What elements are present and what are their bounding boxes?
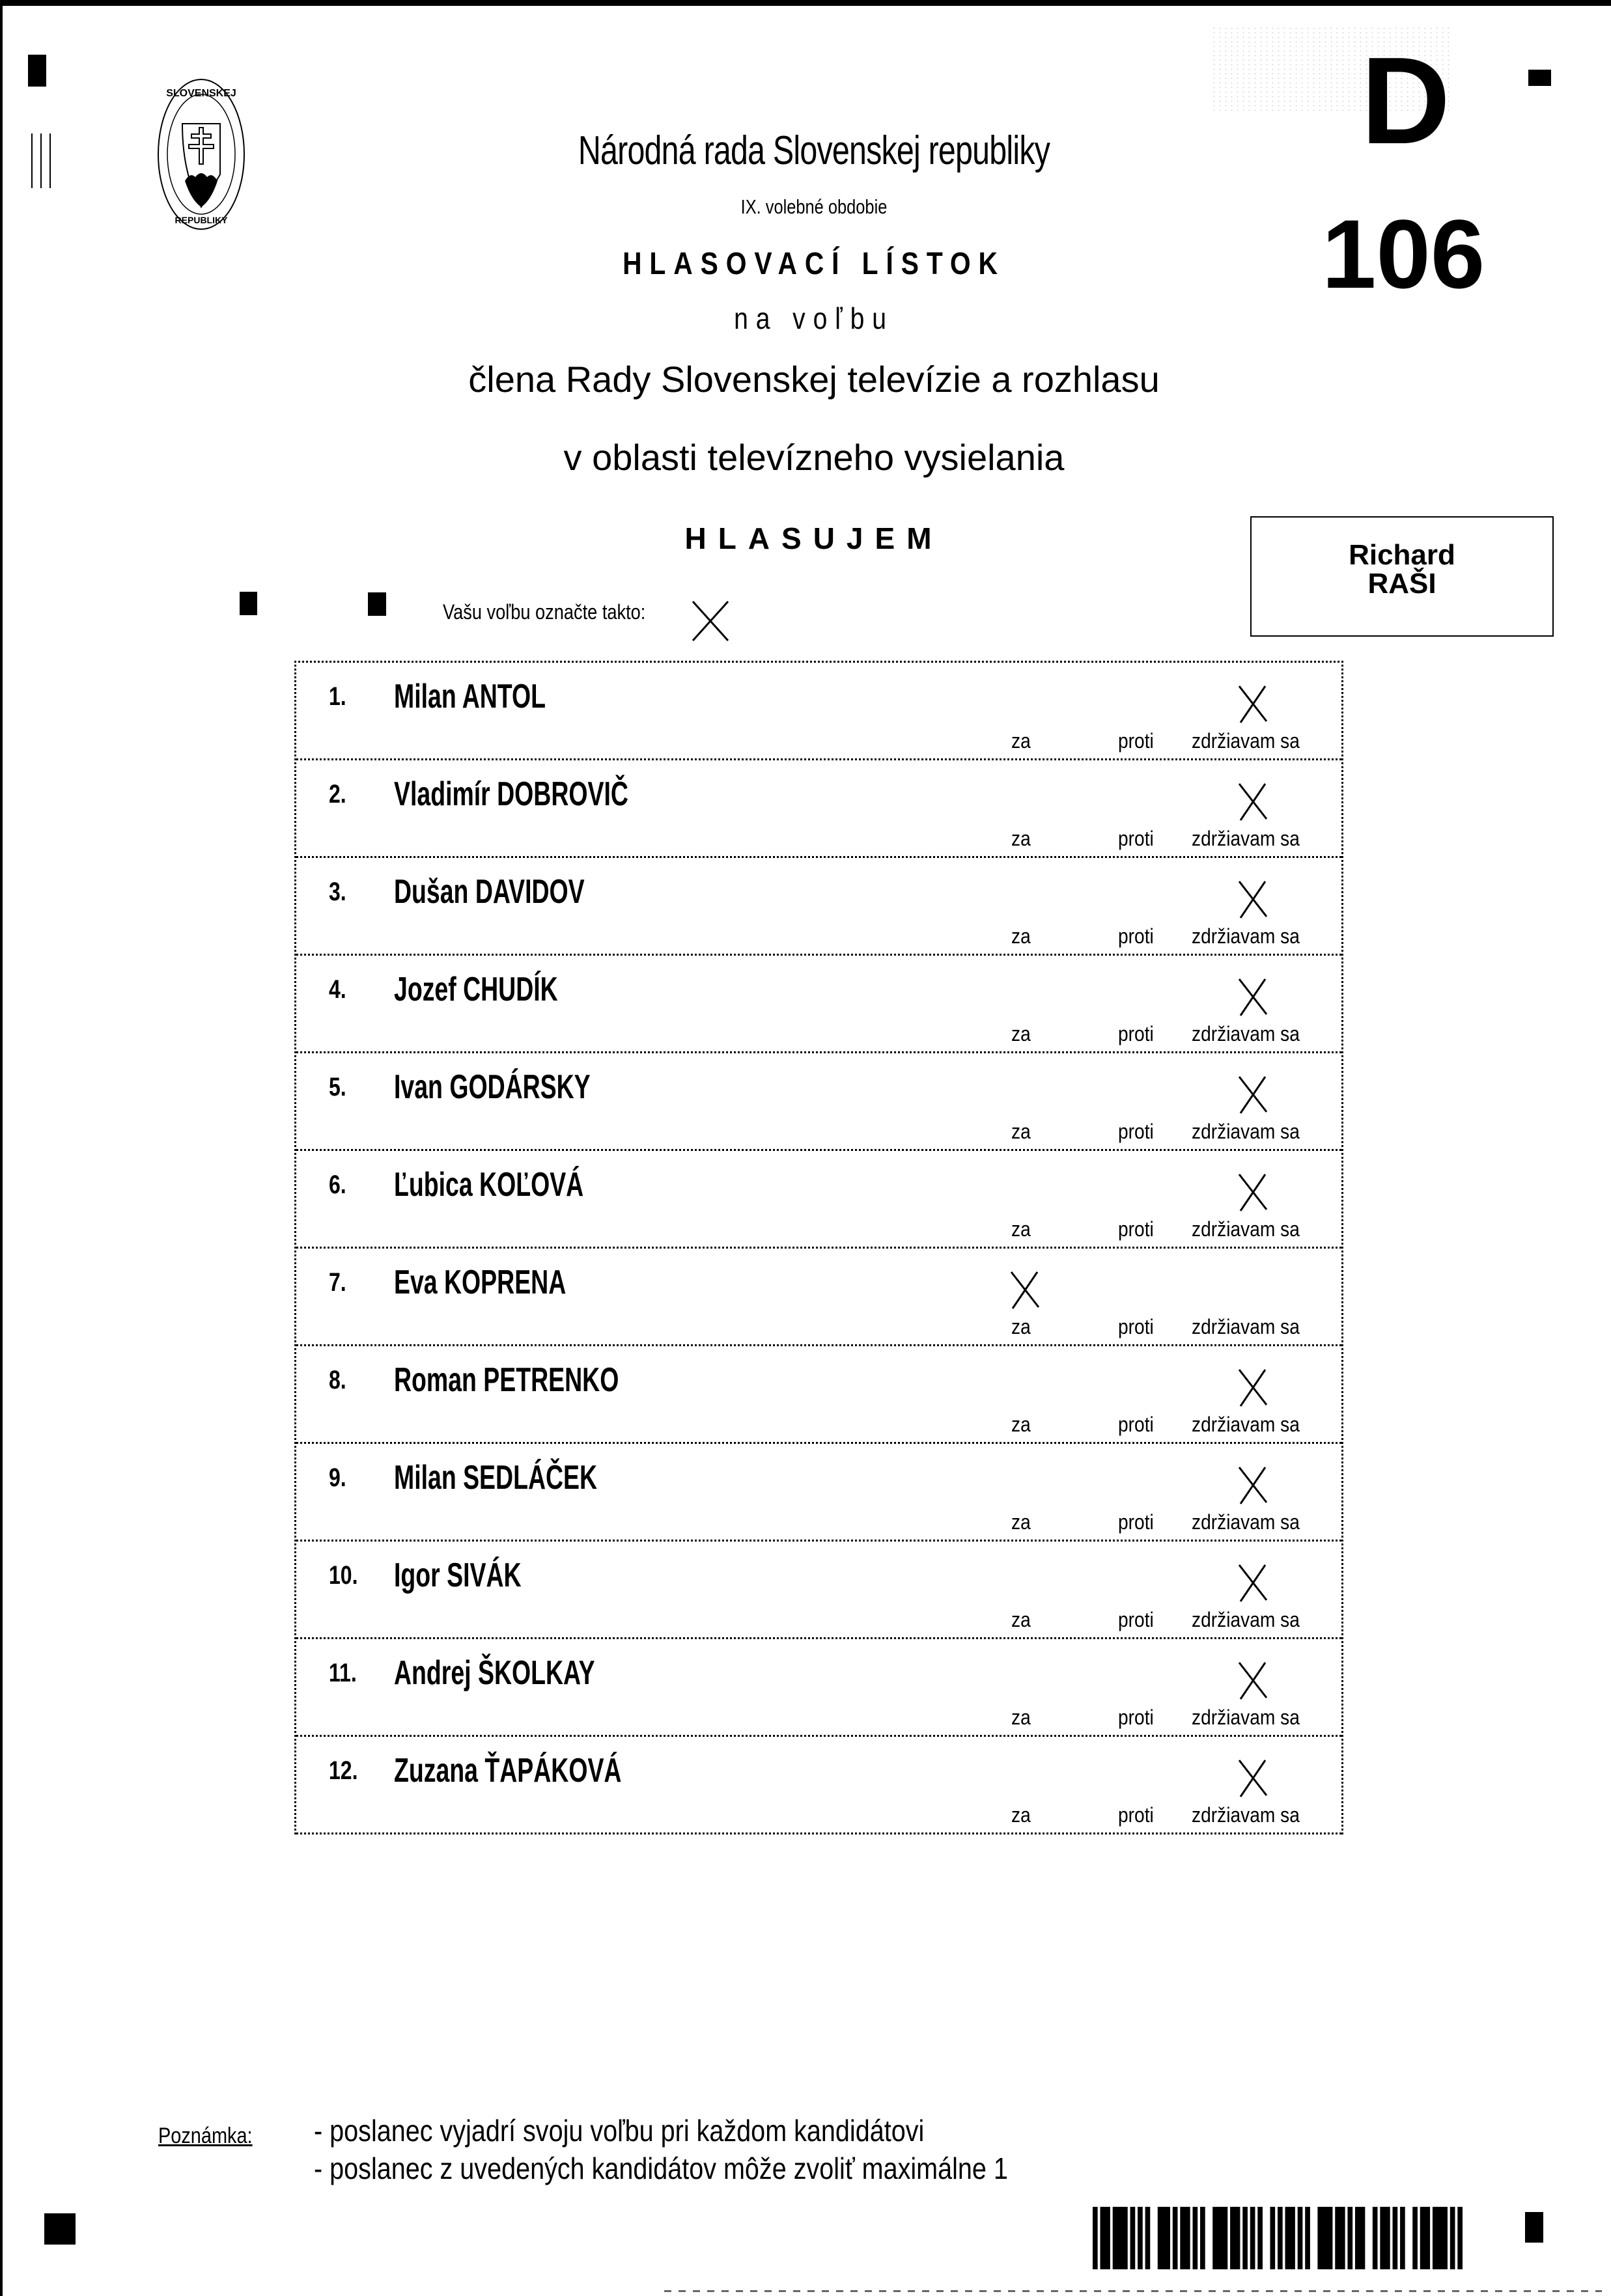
option-against[interactable]: proti bbox=[1118, 1120, 1154, 1143]
registration-mark-bottom-left bbox=[44, 2213, 76, 2245]
barcode-bar bbox=[1193, 2207, 1198, 2269]
candidate-number: 9. bbox=[329, 1463, 346, 1492]
barcode-bar bbox=[1317, 2207, 1332, 2269]
barcode-icon bbox=[1093, 2207, 1463, 2269]
candidate-name: Igor SIVÁK bbox=[394, 1556, 522, 1594]
option-against[interactable]: proti bbox=[1118, 1217, 1154, 1241]
marking-instruction: Vašu voľbu označte takto: bbox=[443, 600, 646, 624]
barcode-bar bbox=[1335, 2207, 1345, 2269]
candidate-number: 5. bbox=[329, 1073, 346, 1101]
option-against[interactable]: proti bbox=[1118, 1022, 1154, 1045]
registration-mark-top-right bbox=[1528, 70, 1551, 86]
option-abstain[interactable]: zdržiavam sa bbox=[1192, 1706, 1300, 1729]
handwritten-x-mark-icon bbox=[1234, 1561, 1270, 1604]
barcode-bar bbox=[1450, 2207, 1455, 2269]
candidate-row bbox=[296, 858, 1341, 956]
electoral-term: IX. volebné obdobie bbox=[740, 195, 888, 218]
option-for[interactable]: za bbox=[1011, 1120, 1031, 1143]
option-against[interactable]: proti bbox=[1118, 1706, 1154, 1729]
candidate-name: Ivan GODÁRSKY bbox=[394, 1068, 591, 1106]
handwritten-x-mark-icon bbox=[1234, 682, 1270, 725]
handwritten-x-mark-icon bbox=[1234, 1463, 1270, 1506]
option-abstain[interactable]: zdržiavam sa bbox=[1192, 1608, 1300, 1631]
scan-left-border bbox=[0, 0, 3, 2296]
handwritten-x-mark-icon bbox=[1234, 780, 1270, 823]
barcode-bar bbox=[1113, 2207, 1128, 2269]
option-abstain[interactable]: zdržiavam sa bbox=[1192, 1315, 1300, 1338]
note-label: Poznámka: bbox=[158, 2123, 253, 2148]
option-for[interactable]: za bbox=[1011, 1510, 1031, 1534]
candidate-number: 2. bbox=[329, 780, 346, 809]
handwritten-x-mark-icon bbox=[1234, 1073, 1270, 1116]
barcode-bar bbox=[1393, 2207, 1398, 2269]
barcode-bar bbox=[1173, 2207, 1178, 2269]
registration-mark-middle-1 bbox=[240, 592, 257, 615]
barcode-bar bbox=[1412, 2207, 1418, 2269]
candidate-name: Dušan DAVIDOV bbox=[394, 873, 585, 911]
candidate-name: Milan SEDLÁČEK bbox=[394, 1459, 598, 1497]
barcode-bar bbox=[1230, 2207, 1240, 2269]
barcode-bar bbox=[1347, 2207, 1352, 2269]
note-line-1: - poslanec vyjadrí svoju voľbu pri každom kandidátovi bbox=[314, 2114, 925, 2148]
candidate-row bbox=[296, 1151, 1341, 1249]
option-against[interactable]: proti bbox=[1118, 1315, 1154, 1338]
svg-text:REPUBLIKY: REPUBLIKY bbox=[175, 215, 228, 225]
registration-mark-middle-2 bbox=[368, 592, 386, 616]
barcode-bar bbox=[1400, 2207, 1405, 2269]
barcode-bar bbox=[1158, 2207, 1170, 2269]
candidate-number: 1. bbox=[329, 682, 346, 711]
option-for[interactable]: za bbox=[1011, 827, 1031, 850]
voter-first-name: Richard bbox=[1349, 539, 1455, 571]
barcode-bar bbox=[1298, 2207, 1303, 2269]
option-against[interactable]: proti bbox=[1118, 1510, 1154, 1534]
candidate-row bbox=[296, 663, 1341, 760]
candidate-row bbox=[296, 1346, 1341, 1444]
option-abstain[interactable]: zdržiavam sa bbox=[1192, 1413, 1300, 1436]
option-against[interactable]: proti bbox=[1118, 1608, 1154, 1631]
candidate-name: Jozef CHUDÍK bbox=[394, 971, 558, 1008]
barcode-bar bbox=[1200, 2207, 1205, 2269]
option-against[interactable]: proti bbox=[1118, 924, 1154, 948]
candidate-name: Zuzana ŤAPÁKOVÁ bbox=[394, 1752, 622, 1790]
ballot-series-letter: D bbox=[1361, 32, 1451, 170]
barcode-bar bbox=[1093, 2207, 1098, 2269]
barcode-bar bbox=[1138, 2207, 1143, 2269]
scan-top-border bbox=[0, 0, 1611, 6]
document-title: HLASOVACÍ LÍSTOK bbox=[623, 247, 1005, 281]
candidate-name: Eva KOPRENA bbox=[394, 1264, 567, 1301]
candidate-number: 3. bbox=[329, 878, 346, 906]
handwritten-x-mark-icon bbox=[1234, 975, 1270, 1018]
candidate-name: Ľubica KOĽOVÁ bbox=[394, 1166, 584, 1204]
option-for[interactable]: za bbox=[1011, 1022, 1031, 1045]
option-abstain[interactable]: zdržiavam sa bbox=[1192, 1217, 1300, 1241]
barcode-bar bbox=[1285, 2207, 1295, 2269]
barcode-bar bbox=[1257, 2207, 1263, 2269]
barcode-bar bbox=[1433, 2207, 1448, 2269]
barcode-bar bbox=[1305, 2207, 1310, 2269]
position-title: člena Rady Slovenskej televízie a rozhlasu bbox=[468, 359, 1160, 400]
barcode-bar bbox=[1180, 2207, 1190, 2269]
position-area: v oblasti televízneho vysielania bbox=[563, 437, 1065, 478]
candidate-number: 12. bbox=[329, 1756, 358, 1785]
registration-mark-top-left bbox=[28, 55, 46, 87]
tick-marks-icon bbox=[31, 133, 52, 188]
barcode-bar bbox=[1242, 2207, 1248, 2269]
option-for[interactable]: za bbox=[1011, 1413, 1031, 1436]
option-for[interactable]: za bbox=[1011, 1217, 1031, 1241]
handwritten-x-mark-icon bbox=[1234, 1366, 1270, 1409]
candidate-row bbox=[296, 1444, 1341, 1542]
barcode-bar bbox=[1270, 2207, 1275, 2269]
candidate-row bbox=[296, 1249, 1341, 1346]
barcode-bar bbox=[1380, 2207, 1390, 2269]
candidate-name: Milan ANTOL bbox=[394, 678, 546, 715]
voter-last-name: RAŠI bbox=[1367, 568, 1436, 600]
ballot-number: 106 bbox=[1322, 199, 1485, 309]
barcode-bar bbox=[1100, 2207, 1110, 2269]
handwritten-x-mark-icon bbox=[1006, 1268, 1043, 1311]
barcode-bar bbox=[1373, 2207, 1378, 2269]
option-abstain[interactable]: zdržiavam sa bbox=[1192, 729, 1300, 753]
barcode-bar bbox=[1250, 2207, 1255, 2269]
example-x-mark-icon bbox=[690, 599, 731, 643]
registration-mark-bottom-right bbox=[1525, 2212, 1543, 2243]
candidate-name: Andrej ŠKOLKAY bbox=[394, 1654, 595, 1692]
candidate-row bbox=[296, 1053, 1341, 1151]
candidate-row bbox=[296, 1639, 1341, 1737]
candidate-name: Vladimír DOBROVIČ bbox=[394, 775, 628, 813]
scan-bottom-edge bbox=[664, 2290, 1602, 2292]
handwritten-x-mark-icon bbox=[1234, 1170, 1270, 1213]
option-abstain[interactable]: zdržiavam sa bbox=[1192, 924, 1300, 948]
option-for[interactable]: za bbox=[1011, 729, 1031, 753]
option-for[interactable]: za bbox=[1011, 1803, 1031, 1827]
candidate-number: 7. bbox=[329, 1268, 346, 1297]
vote-heading: HLASUJEM bbox=[684, 521, 944, 555]
candidate-row bbox=[296, 1737, 1341, 1834]
candidate-number: 11. bbox=[329, 1659, 357, 1687]
option-abstain[interactable]: zdržiavam sa bbox=[1192, 827, 1300, 850]
candidate-number: 10. bbox=[329, 1561, 358, 1590]
candidate-table bbox=[294, 661, 1343, 1834]
option-abstain[interactable]: zdržiavam sa bbox=[1192, 1120, 1300, 1143]
candidate-row bbox=[296, 1542, 1341, 1639]
barcode-bar bbox=[1457, 2207, 1463, 2269]
option-against[interactable]: proti bbox=[1118, 1803, 1154, 1827]
candidate-number: 4. bbox=[329, 975, 346, 1004]
handwritten-x-mark-icon bbox=[1234, 878, 1270, 920]
barcode-bar bbox=[1355, 2207, 1365, 2269]
candidate-row bbox=[296, 760, 1341, 858]
barcode-bar bbox=[1278, 2207, 1283, 2269]
institution-name: Národná rada Slovenskej republiky bbox=[578, 128, 1050, 173]
option-abstain[interactable]: zdržiavam sa bbox=[1192, 1803, 1300, 1827]
candidate-number: 8. bbox=[329, 1366, 346, 1394]
option-for[interactable]: za bbox=[1011, 1315, 1031, 1338]
candidate-name: Roman PETRENKO bbox=[394, 1361, 619, 1399]
option-against[interactable]: proti bbox=[1118, 827, 1154, 850]
candidate-number: 6. bbox=[329, 1170, 346, 1199]
note-line-2: - poslanec z uvedených kandidátov môže zvoliť maximálne 1 bbox=[314, 2151, 1008, 2185]
option-abstain[interactable]: zdržiavam sa bbox=[1192, 1022, 1300, 1045]
option-for[interactable]: za bbox=[1011, 924, 1031, 948]
barcode-bar bbox=[1212, 2207, 1227, 2269]
handwritten-x-mark-icon bbox=[1234, 1659, 1270, 1702]
barcode-bar bbox=[1145, 2207, 1151, 2269]
option-abstain[interactable]: zdržiavam sa bbox=[1192, 1510, 1300, 1534]
handwritten-x-mark-icon bbox=[1234, 1756, 1270, 1799]
option-for[interactable]: za bbox=[1011, 1608, 1031, 1631]
parliament-seal-icon bbox=[156, 77, 246, 232]
option-against[interactable]: proti bbox=[1118, 1413, 1154, 1436]
candidate-row bbox=[296, 956, 1341, 1053]
option-against[interactable]: proti bbox=[1118, 729, 1154, 753]
option-for[interactable]: za bbox=[1011, 1706, 1031, 1729]
barcode-bar bbox=[1130, 2207, 1136, 2269]
voter-name-box bbox=[1250, 516, 1554, 637]
barcode-bar bbox=[1420, 2207, 1430, 2269]
document-subtitle: na voľbu bbox=[734, 301, 894, 335]
svg-text:SLOVENSKEJ: SLOVENSKEJ bbox=[166, 88, 236, 99]
